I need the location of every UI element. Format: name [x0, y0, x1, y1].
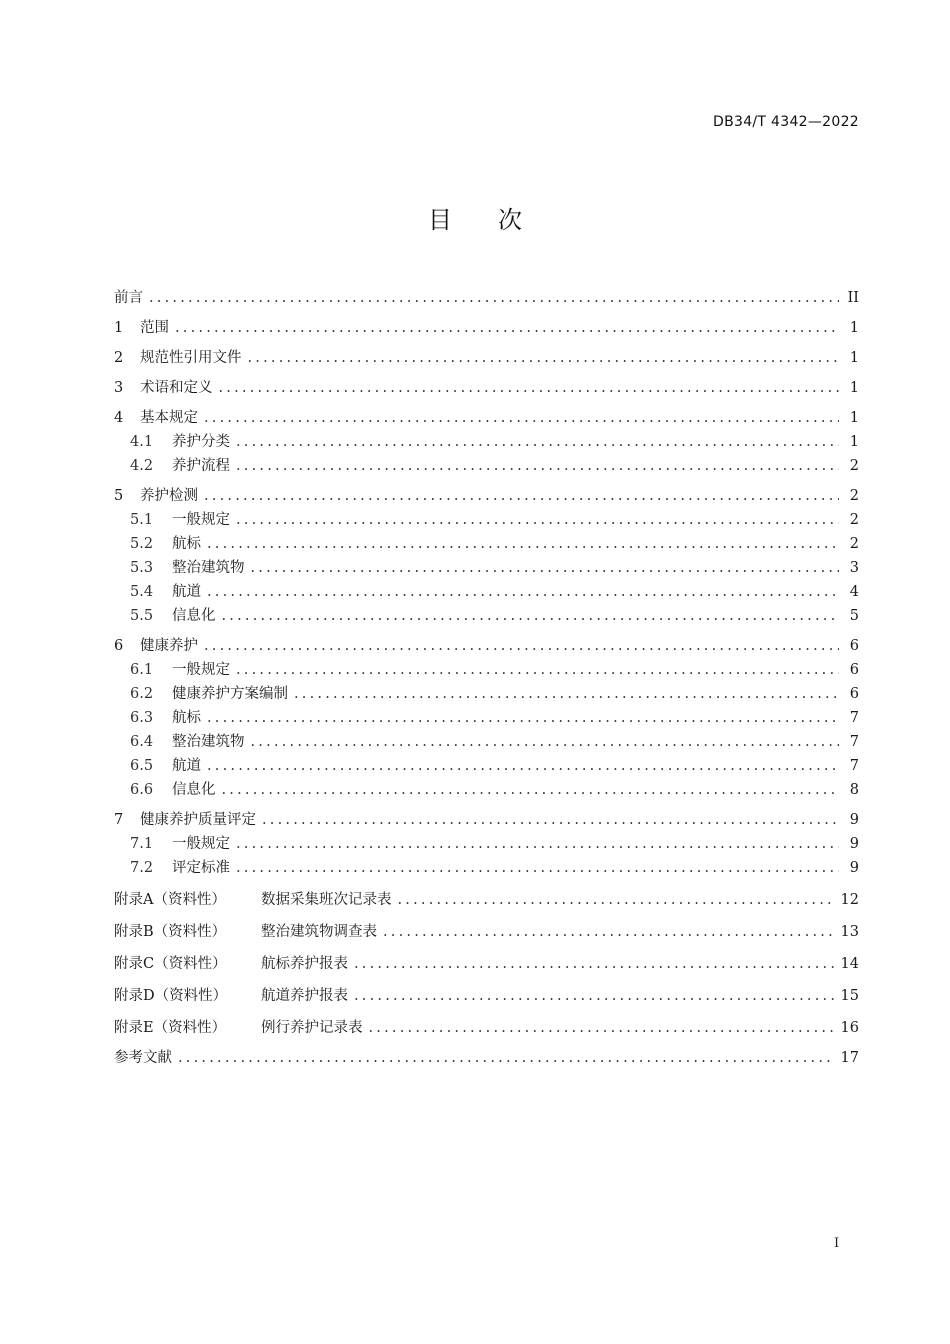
toc-entry-number: 6.6 — [130, 782, 154, 798]
toc-entry[interactable] — [114, 484, 859, 508]
toc-page-number: 6 — [849, 686, 859, 702]
toc-page-number: 5 — [849, 608, 859, 624]
toc-page-number: 1 — [849, 410, 859, 426]
toc-entry-title: 评定标准 — [172, 860, 230, 876]
toc-leader-dots — [205, 706, 839, 730]
toc-entry-title: 养护流程 — [172, 458, 230, 474]
toc-entry-title: 一般规定 — [172, 662, 230, 678]
toc-entry-number: 5.4 — [130, 584, 154, 600]
toc-page-number: 6 — [849, 662, 859, 678]
toc-page-number: 7 — [849, 758, 859, 774]
toc-page-number: 7 — [849, 734, 859, 750]
toc-leader-dots — [249, 556, 840, 580]
toc-entry[interactable] — [114, 920, 859, 944]
toc-entry-title: 健康养护 — [140, 638, 198, 654]
toc-page-number: 2 — [849, 458, 859, 474]
toc-leader-dots — [234, 454, 839, 478]
toc-entry[interactable] — [114, 508, 859, 532]
toc-entry-title: 信息化 — [172, 608, 216, 624]
toc-page-number: 2 — [849, 488, 859, 504]
toc-leader-dots — [234, 430, 839, 454]
toc-page-number: 16 — [840, 1020, 859, 1036]
toc-leader-dots — [367, 1016, 835, 1040]
toc-appendix-label: 附录B（资料性） — [114, 924, 227, 940]
toc-entry-number: 7.2 — [130, 860, 154, 876]
toc-entry-number: 6.3 — [130, 710, 154, 726]
toc-leader-dots — [176, 1046, 835, 1070]
toc-entry[interactable] — [114, 832, 859, 856]
toc-entry[interactable] — [114, 634, 859, 658]
toc-entry-number: 4.1 — [130, 434, 154, 450]
toc-page-number: 9 — [849, 836, 859, 852]
toc-entry-title: 术语和定义 — [140, 380, 213, 396]
toc-entry-title: 航道 — [172, 758, 201, 774]
toc-page-number: 6 — [849, 638, 859, 654]
toc-entry-title: 前言 — [114, 290, 143, 306]
toc-entry[interactable] — [114, 406, 859, 430]
toc-entry-number: 2 — [114, 350, 124, 366]
toc-entry-title: 例行养护记录表 — [261, 1020, 363, 1036]
toc-entry-title: 参考文献 — [114, 1050, 172, 1066]
toc-page-number: 9 — [849, 812, 859, 828]
toc-leader-dots — [220, 778, 840, 802]
toc-page-number: 1 — [849, 320, 859, 336]
toc-entry-title: 一般规定 — [172, 836, 230, 852]
toc-entry-number: 6.2 — [130, 686, 154, 702]
toc-entry-number: 7 — [114, 812, 124, 828]
toc-leader-dots — [352, 984, 835, 1008]
toc-entry-number: 3 — [114, 380, 124, 396]
toc-entry-number: 4.2 — [130, 458, 154, 474]
toc-leader-dots — [220, 604, 840, 628]
toc-entry-number: 5.5 — [130, 608, 154, 624]
toc-entry[interactable] — [114, 856, 859, 880]
toc-page-number: II — [847, 290, 859, 306]
toc-entry-title: 养护分类 — [172, 434, 230, 450]
toc-entry[interactable] — [114, 888, 859, 912]
toc-page-number: 9 — [849, 860, 859, 876]
toc-entry-title: 航标养护报表 — [261, 956, 348, 972]
toc-entry-title: 健康养护质量评定 — [140, 812, 256, 828]
table-of-contents — [114, 286, 859, 1070]
toc-leader-dots — [234, 508, 839, 532]
toc-page-number: 3 — [849, 560, 859, 576]
toc-leader-dots — [147, 286, 839, 310]
toc-entry[interactable] — [114, 580, 859, 604]
toc-leader-dots — [173, 316, 839, 340]
toc-entry[interactable] — [114, 346, 859, 370]
page-number: I — [834, 1236, 840, 1251]
toc-entry[interactable] — [114, 604, 859, 628]
toc-leader-dots — [205, 580, 839, 604]
toc-entry-number: 5.3 — [130, 560, 154, 576]
toc-entry-title: 整治建筑物调查表 — [261, 924, 377, 940]
toc-page-number: 8 — [849, 782, 859, 798]
toc-page-number: 1 — [849, 350, 859, 366]
toc-leader-dots — [205, 532, 839, 556]
toc-entry[interactable] — [114, 778, 859, 802]
toc-entry[interactable] — [114, 1016, 859, 1040]
toc-page-number: 7 — [849, 710, 859, 726]
toc-entry-title: 养护检测 — [140, 488, 198, 504]
toc-page-number: 13 — [840, 924, 859, 940]
toc-entry-title: 整治建筑物 — [172, 560, 245, 576]
toc-entry[interactable] — [114, 454, 859, 478]
toc-entry[interactable] — [114, 1046, 859, 1070]
toc-entry-title: 健康养护方案编制 — [172, 686, 288, 702]
toc-entry[interactable] — [114, 984, 859, 1008]
toc-entry[interactable] — [114, 532, 859, 556]
toc-leader-dots — [246, 346, 840, 370]
toc-entry-number: 5.2 — [130, 536, 154, 552]
toc-page-number: 15 — [840, 988, 859, 1004]
toc-leader-dots — [234, 856, 839, 880]
document-code: DB34/T 4342—2022 — [713, 114, 859, 130]
toc-entry[interactable] — [114, 706, 859, 730]
toc-entry-number: 5.1 — [130, 512, 154, 528]
toc-entry[interactable] — [114, 286, 859, 310]
toc-leader-dots — [234, 658, 839, 682]
toc-leader-dots — [234, 832, 839, 856]
toc-title: 目次 — [428, 206, 568, 234]
toc-entry[interactable] — [114, 658, 859, 682]
toc-page-number: 12 — [840, 892, 859, 908]
toc-entry-title: 整治建筑物 — [172, 734, 245, 750]
toc-entry-number: 5 — [114, 488, 124, 504]
toc-entry-number: 6 — [114, 638, 124, 654]
toc-entry[interactable] — [114, 952, 859, 976]
toc-entry-title: 一般规定 — [172, 512, 230, 528]
toc-entry-title: 航道 — [172, 584, 201, 600]
toc-page-number: 4 — [849, 584, 859, 600]
toc-leader-dots — [292, 682, 839, 706]
toc-entry-title: 范围 — [140, 320, 169, 336]
toc-entry-title: 航标 — [172, 536, 201, 552]
toc-page-number: 17 — [840, 1050, 859, 1066]
toc-entry[interactable] — [114, 430, 859, 454]
toc-entry-number: 7.1 — [130, 836, 154, 852]
toc-entry-number: 4 — [114, 410, 124, 426]
toc-leader-dots — [352, 952, 835, 976]
toc-entry-title: 信息化 — [172, 782, 216, 798]
toc-appendix-label: 附录E（资料性） — [114, 1020, 227, 1036]
toc-entry[interactable] — [114, 556, 859, 580]
toc-page-number: 2 — [849, 536, 859, 552]
toc-entry[interactable] — [114, 376, 859, 400]
toc-entry[interactable] — [114, 808, 859, 832]
toc-entry[interactable] — [114, 682, 859, 706]
toc-appendix-label: 附录A（资料性） — [114, 892, 226, 908]
toc-entry-title: 基本规定 — [140, 410, 198, 426]
toc-leader-dots — [260, 808, 839, 832]
toc-entry-number: 6.5 — [130, 758, 154, 774]
toc-appendix-label: 附录D（资料性） — [114, 988, 228, 1004]
toc-leader-dots — [202, 406, 839, 430]
toc-page-number: 2 — [849, 512, 859, 528]
toc-leader-dots — [202, 634, 839, 658]
toc-leader-dots — [205, 754, 839, 778]
toc-leader-dots — [381, 920, 835, 944]
toc-entry-number: 1 — [114, 320, 124, 336]
toc-entry[interactable] — [114, 316, 859, 340]
toc-page-number: 14 — [840, 956, 859, 972]
toc-appendix-label: 附录C（资料性） — [114, 956, 227, 972]
toc-entry-title: 航道养护报表 — [261, 988, 348, 1004]
toc-entry-number: 6.1 — [130, 662, 154, 678]
toc-leader-dots — [396, 888, 835, 912]
toc-entry-title: 航标 — [172, 710, 201, 726]
toc-leader-dots — [217, 376, 840, 400]
toc-entry-title: 规范性引用文件 — [140, 350, 242, 366]
toc-entry-number: 6.4 — [130, 734, 154, 750]
toc-page-number: 1 — [849, 380, 859, 396]
toc-entry[interactable] — [114, 754, 859, 778]
toc-entry-title: 数据采集班次记录表 — [261, 892, 392, 908]
toc-entry[interactable] — [114, 730, 859, 754]
toc-page-number: 1 — [849, 434, 859, 450]
toc-leader-dots — [202, 484, 839, 508]
toc-leader-dots — [249, 730, 840, 754]
